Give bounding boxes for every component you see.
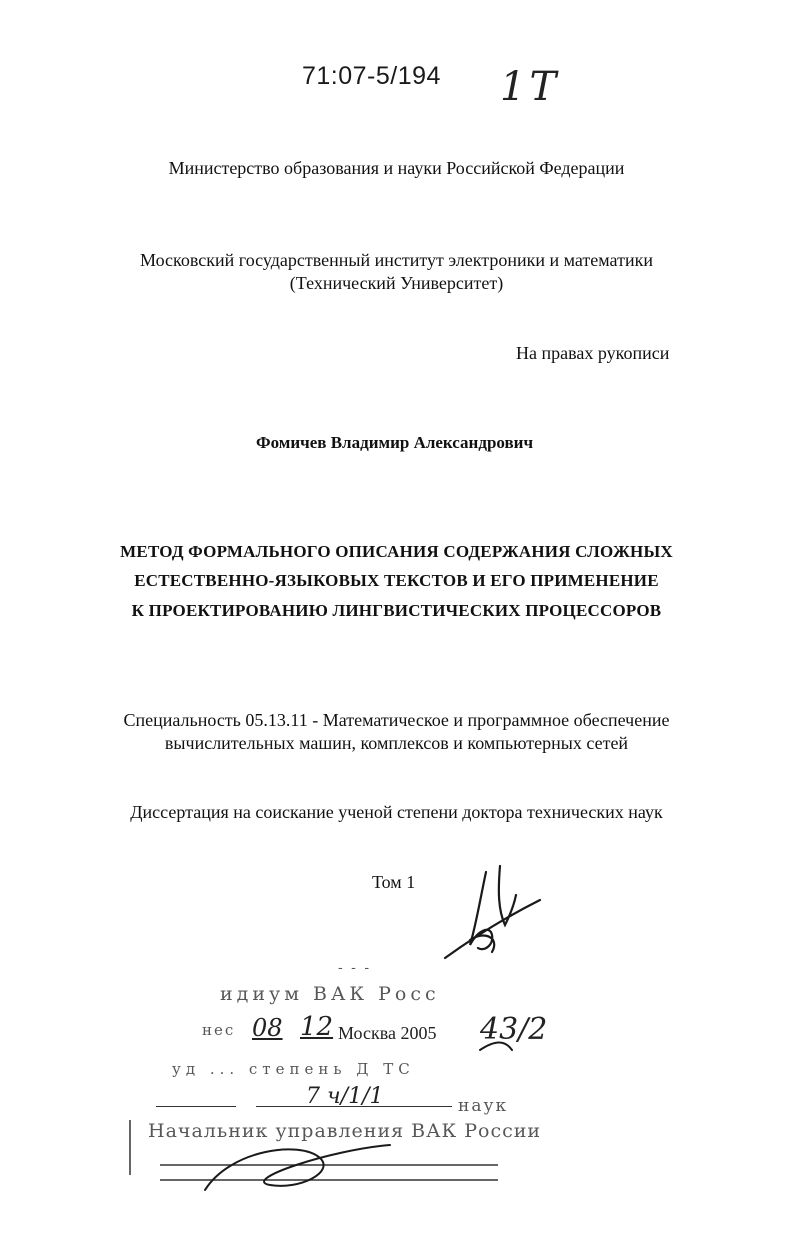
stamp-date-month: 12: [300, 1012, 334, 1042]
volume-label: Том 1: [372, 872, 416, 892]
thesis-title-line-1: МЕТОД ФОРМАЛЬНОГО ОПИСАНИЯ СОДЕРЖАНИЯ СЛОЖНЫХ: [120, 542, 673, 561]
dissertation-line: Диссертация на соискание ученой степени доктора технических наук: [130, 802, 663, 822]
thesis-title-line-3: К ПРОЕКТИРОВАНИЮ ЛИНГВИСТИЧЕСКИХ ПРОЦЕССОРОВ: [131, 601, 662, 620]
ministry-line: Министерство образования и науки Российской Федерации: [168, 158, 625, 178]
specialty-line-1: Специальность 05.13.11 - Математическое и программное обеспечение: [123, 710, 670, 730]
stamp-city-year: Москва 2005: [338, 1023, 437, 1043]
thesis-title-line-2: ЕСТЕСТВЕННО-ЯЗЫКОВЫХ ТЕКСТОВ И ЕГО ПРИМЕНЕНИЕ: [134, 571, 659, 590]
stamp-date-day: 08: [252, 1014, 283, 1042]
rights-note: На правах рукописи: [516, 343, 670, 363]
document-code: 71:07-5/194: [302, 62, 441, 90]
handwritten-mark: 1T: [500, 64, 561, 110]
specialty-line-2: вычислительных машин, комплексов и компьютерных сетей: [164, 733, 629, 753]
stamp-handwritten-fill: 7 ч/1/1: [306, 1084, 384, 1109]
institute-subtitle: (Технический Университет): [289, 273, 504, 293]
stamp-decision-number: 43/2: [480, 1012, 548, 1047]
stamp-line-4-suffix: наук: [458, 1096, 509, 1116]
stamp-dashes: - - -: [338, 960, 372, 976]
institute-name: Московский государственный институт электроники и математики: [140, 250, 653, 270]
stamp-line-3: уд ... степень Д ТС: [172, 1060, 415, 1078]
stamp-line-2-prefix: нес: [202, 1021, 236, 1039]
stamp-footer: Начальник управления ВАК России: [148, 1120, 542, 1142]
author-name: Фомичев Владимир Александрович: [256, 433, 534, 452]
stamp-line-1: идиум ВАК Росс: [220, 983, 440, 1005]
